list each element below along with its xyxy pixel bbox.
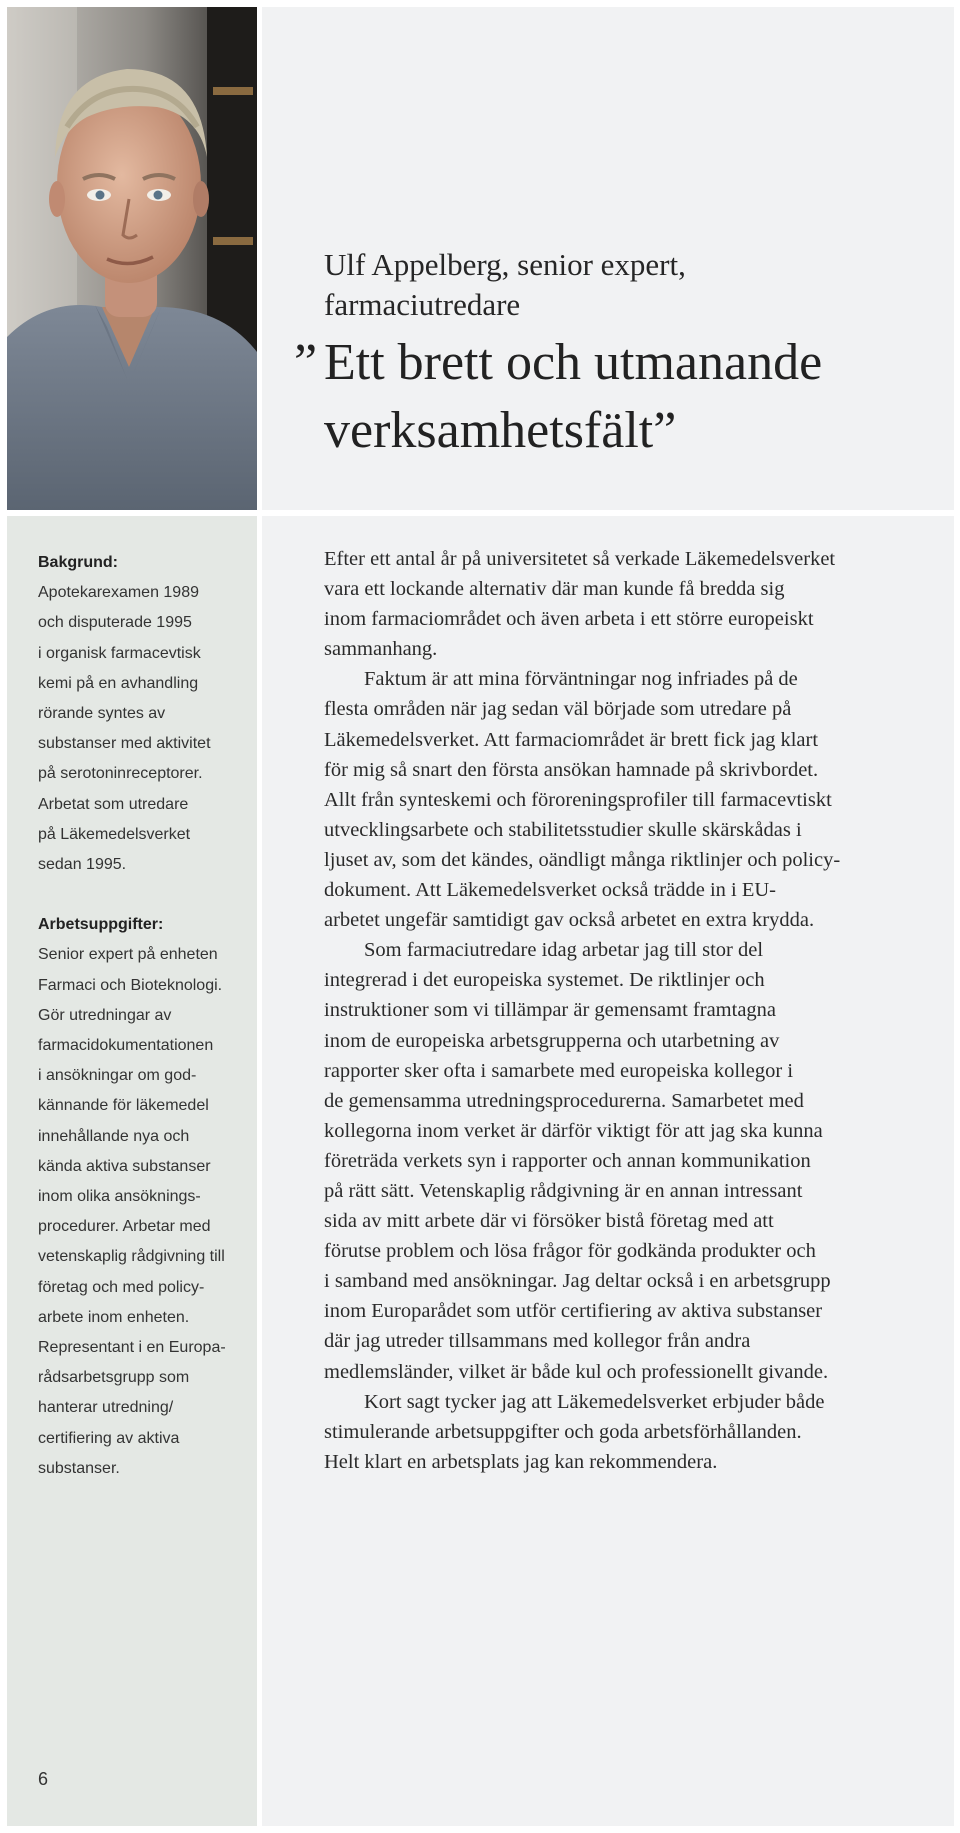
headline-line: verksamhetsfält”	[324, 402, 677, 459]
text-line: inom de europeiska arbetsgrupperna och utarbetning av	[324, 1029, 780, 1052]
sidebar-line: substanser med aktivitet	[38, 735, 211, 753]
text-line: stimulerande arbetsuppgifter och goda arbetsförhållanden.	[324, 1420, 802, 1443]
headline-quote-mark: ”	[294, 334, 318, 391]
text-line: Allt från synteskemi och föroreningsprofiler till farmacevtiskt	[324, 788, 832, 811]
text-line: rapporter sker ofta i samarbete med europeiska kollegor i	[324, 1059, 794, 1082]
sidebar-line: Senior expert på enheten	[38, 946, 218, 964]
text-line: förutse problem och lösa frågor för godkända produkter och	[324, 1240, 816, 1263]
sidebar	[7, 516, 257, 1826]
sidebar-line: farmacidokumentationen	[38, 1037, 214, 1055]
text-line: företräda verkets syn i rapporter och annan kommunikation	[324, 1149, 811, 1172]
sidebar-line: innehållande nya och	[38, 1127, 190, 1145]
text-line: Läkemedelsverket. Att farmaciområdet är brett fick jag klart	[324, 728, 819, 751]
sidebar-line: arbete inom enheten.	[38, 1308, 190, 1326]
sidebar-line: kända aktiva substanser	[38, 1157, 211, 1175]
text-line: där jag utreder tillsammans med kollegor från andra	[324, 1330, 751, 1353]
sidebar-line: företag och med policy-	[38, 1278, 205, 1296]
sidebar-line: i organisk farmacevtisk	[38, 644, 201, 662]
page-number: 6	[38, 1769, 49, 1789]
text-line: arbetet ungefär samtidigt gav också arbetet en extra krydda.	[324, 909, 815, 932]
tasks-text	[38, 940, 248, 1484]
text-line: utvecklingsarbete och stabilitetsstudier skulle skärskådas i	[324, 818, 802, 841]
sidebar-line: i ansökningar om god-	[38, 1067, 197, 1085]
text-line: Faktum är att mina förväntningar nog infriades på de	[364, 668, 798, 691]
text-line: vara ett lockande alternativ där man kunde få bredda sig	[324, 578, 785, 601]
text-line: medlemsländer, vilket är både kul och professionellt givande.	[324, 1360, 829, 1383]
sidebar-line: på serotoninreceptorer.	[38, 765, 203, 783]
text-line: Helt klart en arbetsplats jag kan rekommendera.	[324, 1450, 718, 1473]
sidebar-content	[38, 548, 248, 1484]
portrait-photo	[7, 7, 257, 510]
sidebar-line: på Läkemedelsverket	[38, 825, 191, 843]
tasks-heading: Arbetsuppgifter:	[38, 916, 164, 934]
text-line: för mig så snart den första ansökan hamnade på skrivbordet.	[324, 758, 819, 781]
sidebar-line: rådsarbetsgrupp som	[38, 1369, 190, 1387]
paragraph	[324, 935, 944, 1386]
sidebar-line: kännande för läkemedel	[38, 1097, 209, 1115]
sidebar-line: procedurer. Arbetar med	[38, 1218, 211, 1236]
text-line: inom Europarådet som utför certifiering av aktiva substanser	[324, 1300, 823, 1323]
background-text	[38, 578, 248, 880]
sidebar-line: Gör utredningar av	[38, 1006, 172, 1024]
byline-line: farmaciutredare	[324, 287, 521, 322]
sidebar-line: Arbetat som utredare	[38, 795, 189, 813]
text-line: Efter ett antal år på universitetet så verkade Läkemedelsverket	[324, 548, 836, 570]
headline	[294, 329, 954, 465]
sidebar-line: och disputerade 1995	[38, 614, 192, 632]
paragraph	[324, 664, 944, 935]
sidebar-line: vetenskaplig rådgivning till	[38, 1248, 225, 1266]
text-line: Kort sagt tycker jag att Läkemedelsverket erbjuder både	[364, 1390, 825, 1413]
text-line: dokument. Att Läkemedelsverket också trädde in i EU-	[324, 879, 777, 902]
paragraph	[324, 1387, 944, 1477]
sidebar-line: kemi på en avhandling	[38, 674, 199, 692]
background-heading: Bakgrund:	[38, 554, 118, 571]
sidebar-line: Apotekarexamen 1989	[38, 584, 199, 602]
article-body	[324, 544, 944, 1477]
sidebar-line: Representant i en Europa-	[38, 1339, 226, 1357]
text-line: integrerad i det europeiska systemet. De riktlinjer och	[324, 969, 765, 992]
text-line: sida av mitt arbete där vi försöker bistå företag med att	[324, 1210, 774, 1233]
headline-line: Ett brett och utmanande	[324, 334, 823, 391]
sidebar-line: certifiering av aktiva	[38, 1429, 180, 1447]
sidebar-line: sedan 1995.	[38, 856, 127, 874]
title-panel	[262, 7, 954, 510]
body-panel	[262, 516, 954, 1826]
byline	[324, 245, 924, 325]
sidebar-line: Farmaci och Bioteknologi.	[38, 976, 223, 994]
portrait-illustration	[7, 7, 257, 510]
sidebar-line: rörande syntes av	[38, 705, 166, 723]
sidebar-line: hanterar utredning/	[38, 1399, 174, 1417]
text-line: i samband med ansökningar. Jag deltar också i en arbetsgrupp	[324, 1270, 831, 1293]
sidebar-line: substanser.	[38, 1459, 120, 1477]
text-line: de gemensamma utredningsprocedurerna. Samarbetet med	[324, 1089, 804, 1112]
text-line: kollegorna inom verket är därför viktigt för att jag ska kunna	[324, 1119, 823, 1142]
text-line: sammanhang.	[324, 638, 438, 661]
text-line: flesta områden när jag sedan väl började som utredare på	[324, 698, 792, 721]
sidebar-line: inom olika ansöknings-	[38, 1188, 201, 1206]
paragraph	[324, 544, 944, 664]
text-line: ljuset av, som det kändes, oändligt många riktlinjer och policy-	[324, 848, 841, 871]
text-line: på rätt sätt. Vetenskaplig rådgivning är en annan intressant	[324, 1179, 803, 1202]
byline-line: Ulf Appelberg, senior expert,	[324, 247, 686, 282]
text-line: Som farmaciutredare idag arbetar jag till stor del	[364, 939, 764, 962]
text-line: inom farmaciområdet och även arbeta i ett större europeiskt	[324, 608, 814, 631]
text-line: instruktioner som vi tillämpar är gemensamt framtagna	[324, 999, 777, 1022]
